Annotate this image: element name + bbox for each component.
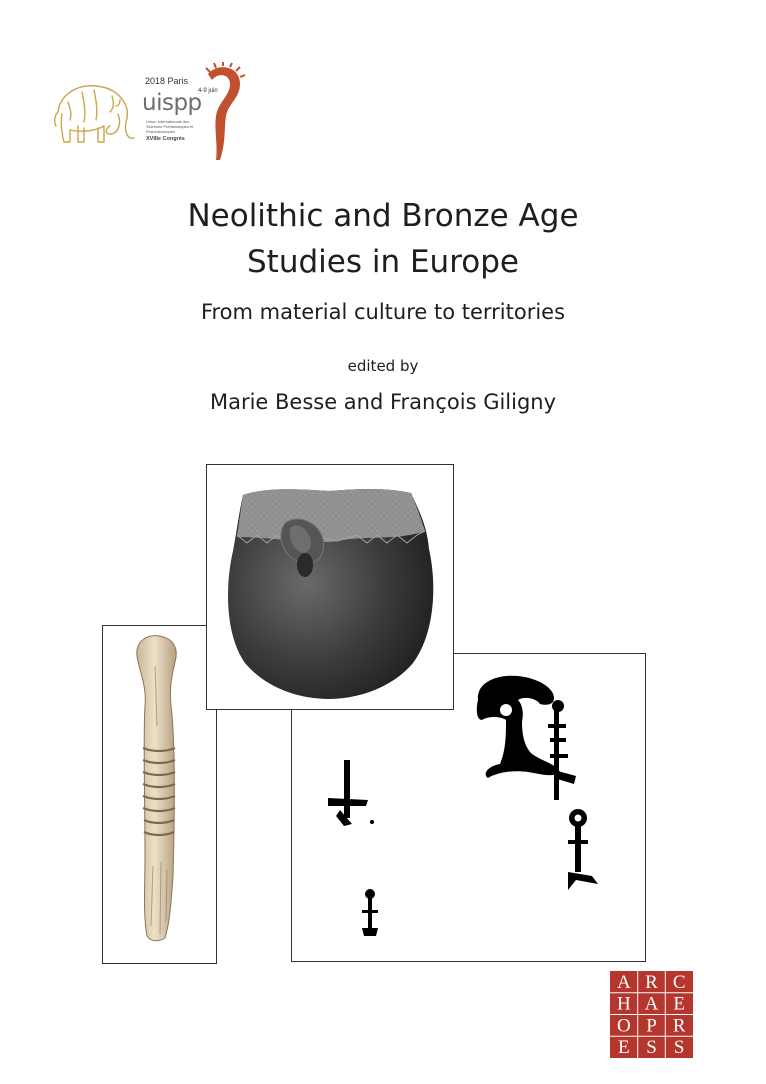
edited-by-label: edited by: [347, 357, 419, 375]
logo-organization: Union Internationale des Sciences Préhistoriques et Protohistoriques: [146, 119, 194, 134]
book-title-line2: Studies in Europe: [247, 244, 519, 280]
logo-congress: XVIIIe Congrès: [146, 136, 185, 142]
press-letter: E: [618, 1037, 630, 1058]
press-letter: A: [616, 971, 631, 993]
logo-name: uispp: [142, 90, 202, 116]
press-letter: C: [672, 971, 686, 993]
logo-date-place: 2018 Paris: [145, 76, 189, 86]
logo-dates: 4-9 juin: [198, 88, 218, 94]
book-subtitle: From material culture to territories: [200, 300, 566, 324]
editors-names: Marie Besse and François Giligny: [209, 390, 557, 414]
press-letter: S: [673, 1037, 685, 1058]
press-letter: P: [646, 1015, 657, 1037]
press-letter: S: [646, 1037, 657, 1058]
pottery-vessel-image: [206, 464, 454, 710]
uispp-logo: [48, 62, 258, 162]
bone-artifact-image: [102, 625, 217, 964]
logo-swirl-icon: [196, 62, 246, 162]
archaeopress-logo: [610, 971, 693, 1058]
press-letter: H: [616, 993, 631, 1015]
press-letter: A: [644, 993, 659, 1015]
book-title: [0, 193, 766, 285]
press-letter: E: [673, 993, 685, 1015]
book-title-line1: Neolithic and Bronze Age: [187, 198, 579, 234]
press-letter: O: [616, 1015, 631, 1037]
mammoth-icon: [48, 72, 140, 154]
press-letter: R: [645, 971, 658, 993]
press-letter: R: [672, 1015, 686, 1037]
